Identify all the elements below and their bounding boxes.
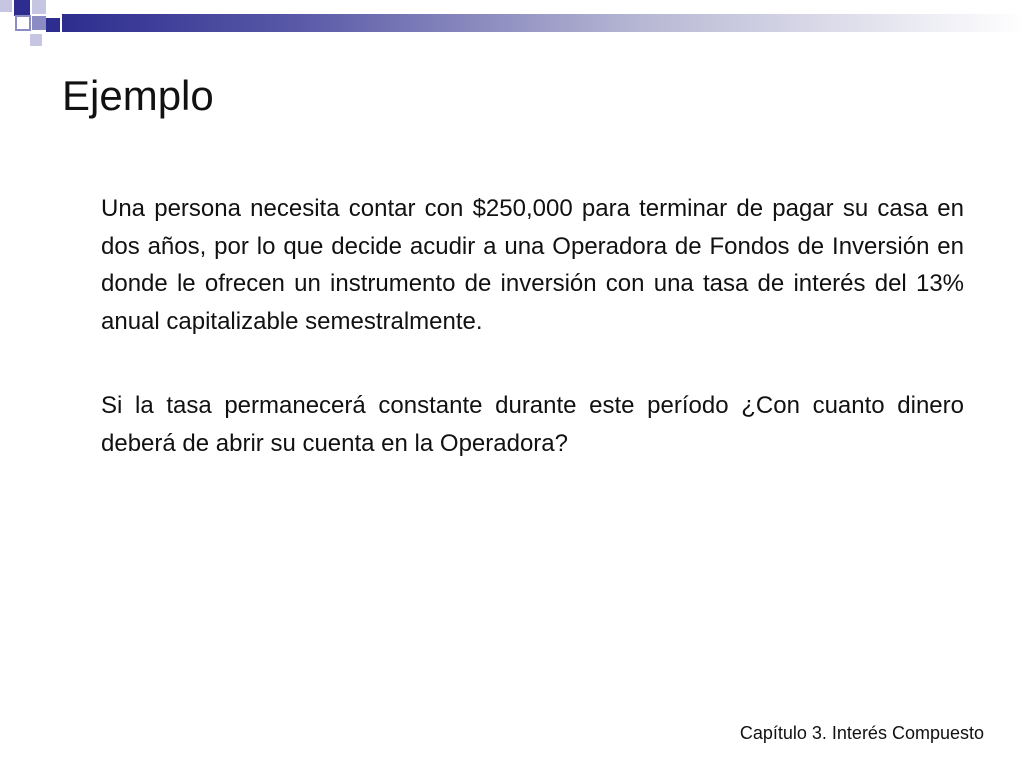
deco-square-light-low xyxy=(30,34,42,46)
deco-square-light-top xyxy=(0,0,12,12)
decorative-squares xyxy=(0,0,80,64)
problem-paragraph: Una persona necesita contar con $250,000 para terminar de pagar su casa en dos años, por lo que decide acudir a una Operadora de Fondos de Inversión en donde le ofrecen un instrumento de inversión con una tasa de interés del 13% anual capitalizable semestralmente. xyxy=(101,195,964,335)
deco-square-dark-low xyxy=(46,18,60,32)
deco-square-mid xyxy=(32,16,46,30)
deco-square-light-mid xyxy=(32,0,46,14)
question-paragraph: Si la tasa permanecerá constante durante este período ¿Con cuanto dinero deberá de abrir su cuenta en la Operadora? xyxy=(101,392,964,457)
slide-title: Ejemplo xyxy=(62,72,214,119)
slide-footer: Capítulo 3. Interés Compuesto xyxy=(739,723,984,743)
deco-square-outline xyxy=(16,16,30,30)
deco-square-dark-top xyxy=(14,0,30,16)
slide-body xyxy=(101,190,964,462)
header-gradient-bar xyxy=(62,14,1024,32)
